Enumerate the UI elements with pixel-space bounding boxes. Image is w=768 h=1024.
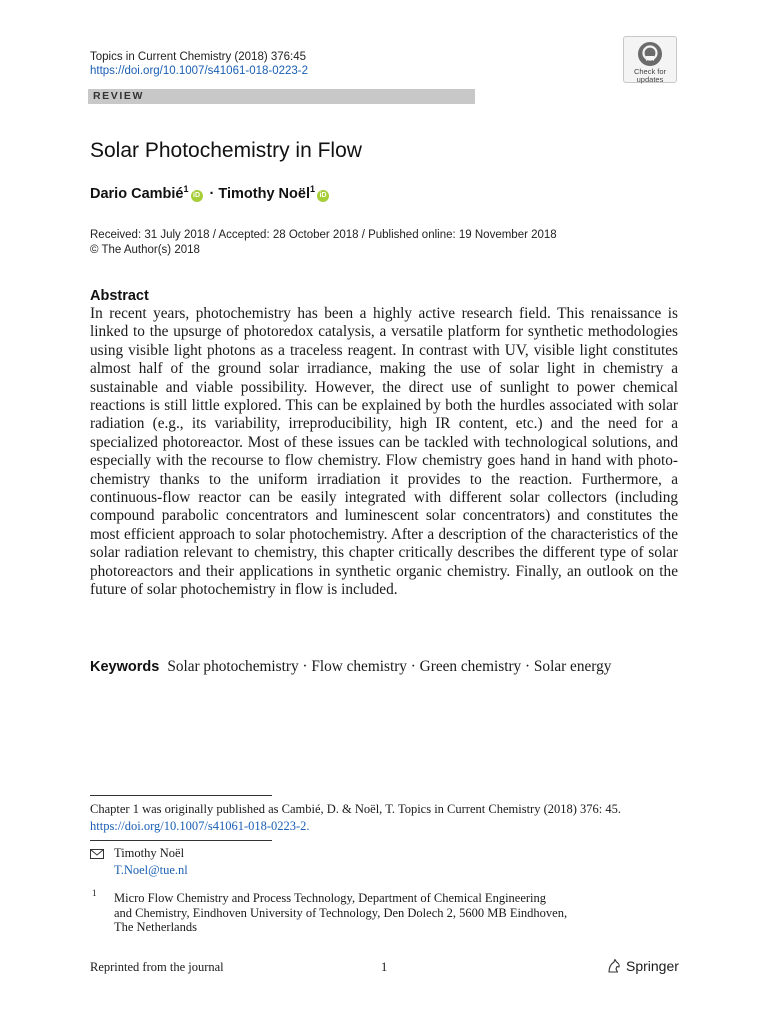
author-name: Timothy Noël: [218, 185, 310, 202]
abstract-heading: Abstract: [90, 288, 149, 304]
doi-link[interactable]: https://doi.org/10.1007/s41061-018-0223-2: [90, 65, 309, 77]
affiliation-number: 1: [92, 888, 97, 898]
keywords-text: Solar photochemistry · Flow chemistry · Green chemistry · Solar energy: [167, 658, 612, 675]
author-name: Dario Cambié: [90, 185, 184, 202]
chapter-note-text: Chapter 1 was originally published as Cambié, D. & Noël, T. Topics in Current Chemistry (2018) 376: 45.: [90, 802, 621, 816]
dates-line: Received: 31 July 2018 / Accepted: 28 October 2018 / Published online: 19 November 2018: [90, 229, 557, 241]
journal-citation: Topics in Current Chemistry (2018) 376:45: [90, 51, 307, 63]
check-for-updates-label: Check for updates: [633, 67, 667, 84]
affiliation-text: Micro Flow Chemistry and Process Technology, Department of Chemical Engineering and Chemistry, Eindhoven University of Technology, Den Dolech 2, 5600 MB Eindhoven, The Netherlands: [114, 891, 568, 935]
contact-name: Timothy Noël: [114, 846, 185, 860]
author-affiliation-mark: 1: [309, 184, 315, 194]
footnote-divider: [90, 840, 272, 841]
footnote-divider: [90, 795, 272, 796]
keywords-label: Keywords: [90, 659, 160, 675]
author-list: [90, 184, 332, 202]
contact-email-link[interactable]: T.Noel@tue.nl: [114, 863, 188, 877]
envelope-icon: [90, 849, 104, 859]
abstract-body: In recent years, photochemistry has been a highly active research field. This renaissance is linked to the upsurge of photoredox catalysis, a versatile platform for synthetic methodologies using visible light photons as a traceless reagent. In contrast with UV, visible light constitutes almost half of the ground solar irradiance, making the use of solar light in chemistry a sustainable and viable possibility. However, the direct use of sunlight to power chemical reactions is still little explored. This can be explained by both the hurdles associated with solar radiation (e.g., its variability, irreproducibility, high IR content, etc.) and the need for a specialized photoreactor. Most of these issues can be tackled with technological solutions, and especially with the recourse to flow chemistry. Flow chemistry goes hand in hand with photochemistry thanks to the uniform irradiation it provides to the reaction. Furthermore, a continuous-flow reactor can be easily integrated with different solar collectors (including compound parabolic concentrators and luminescent solar concentrators) and constitutes the most efficient approach to solar photochemistry. After a description of the characteristics of the solar radiation relevant to chemistry, this chapter critically describes the different type of solar photoreactors and their applications in synthetic organic chemistry. Finally, an outlook on the future of solar photochemistry in flow is included.: [90, 305, 678, 599]
bookmark-circle-icon: [637, 41, 663, 67]
check-for-updates-badge[interactable]: [623, 36, 677, 83]
article-title: Solar Photochemistry in Flow: [90, 139, 362, 162]
publication-dates: [90, 228, 557, 258]
footer-reprint-note: Reprinted from the journal: [90, 960, 224, 974]
orcid-icon[interactable]: iD: [317, 190, 329, 202]
publisher-name: Springer: [626, 958, 679, 974]
author-affiliation-mark: 1: [183, 184, 189, 194]
page-number: 1: [381, 960, 388, 974]
copyright-line: © The Author(s) 2018: [90, 244, 200, 256]
chapter-doi-link[interactable]: https://doi.org/10.1007/s41061-018-0223-2.: [90, 819, 310, 833]
publisher-logo: [606, 958, 679, 974]
author-separator: ·: [209, 185, 215, 202]
article-type-bar: [88, 89, 475, 104]
keywords-line: [90, 658, 611, 676]
springer-horse-icon: [606, 958, 622, 974]
chapter-note: [90, 801, 690, 835]
article-type-label: REVIEW: [93, 90, 145, 102]
orcid-icon[interactable]: iD: [191, 190, 203, 202]
